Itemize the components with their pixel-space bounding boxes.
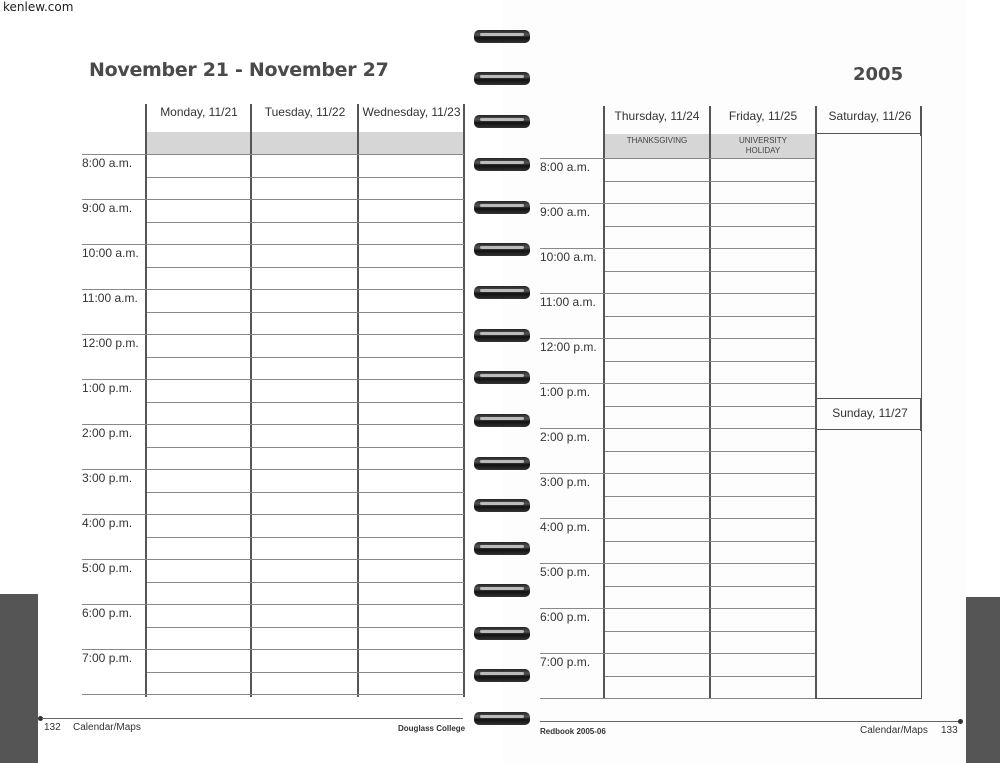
time-label: 9:00 a.m. <box>540 205 591 219</box>
footer-dot <box>958 719 963 724</box>
event-thanksgiving: THANKSGIVING <box>626 136 688 145</box>
time-label: 10:00 a.m. <box>540 250 597 264</box>
left-grid-line <box>463 104 465 697</box>
left-event-band <box>147 132 464 154</box>
year-label: 2005 <box>853 64 904 85</box>
spiral-ring <box>474 28 530 46</box>
spiral-ring <box>474 199 530 217</box>
hour-line <box>82 289 464 290</box>
time-label: 12:00 p.m. <box>82 336 139 350</box>
hour-line <box>605 361 815 362</box>
day-header-friday: Friday, 11/25 <box>728 109 798 123</box>
time-label: 9:00 a.m. <box>82 201 133 215</box>
hour-line <box>147 357 464 358</box>
hour-line <box>540 203 815 204</box>
left-publisher: Douglass College <box>398 724 466 733</box>
hour-line <box>147 672 464 673</box>
time-label: 11:00 a.m. <box>82 291 138 305</box>
right-page-number: 133 <box>941 725 958 736</box>
left-grid-line <box>250 104 252 697</box>
hour-line <box>147 537 464 538</box>
spiral-ring <box>474 667 530 685</box>
left-section-label: Calendar/Maps <box>73 722 141 733</box>
time-label: 4:00 p.m. <box>82 516 133 530</box>
day-header-saturday: Saturday, 11/26 <box>828 109 912 123</box>
hour-line <box>147 177 464 178</box>
time-label: 2:00 p.m. <box>540 430 591 444</box>
hour-line <box>540 338 815 339</box>
spiral-ring <box>474 455 530 473</box>
spiral-ring <box>474 369 530 387</box>
event-university-holiday-line1: UNIVERSITY <box>738 136 787 145</box>
time-label: 1:00 p.m. <box>540 385 591 399</box>
spiral-ring <box>474 582 530 600</box>
left-grid-line <box>357 104 359 697</box>
week-title: November 21 - November 27 <box>89 59 389 81</box>
right-grid-line <box>709 106 711 699</box>
hour-line <box>605 631 815 632</box>
time-label: 6:00 p.m. <box>540 610 591 624</box>
hour-line <box>605 451 815 452</box>
right-grid-line <box>603 106 605 699</box>
spiral-ring <box>474 70 530 88</box>
hour-line <box>605 271 815 272</box>
saturday-box <box>816 133 922 399</box>
hour-line <box>540 653 815 654</box>
spiral-ring <box>474 497 530 515</box>
hour-line <box>605 676 815 677</box>
day-header-tuesday: Tuesday, 11/22 <box>264 105 346 119</box>
hour-line <box>540 428 815 429</box>
hour-line <box>605 541 815 542</box>
spiral-ring <box>474 284 530 302</box>
sunday-header-edge <box>920 398 922 431</box>
hour-line <box>540 608 815 609</box>
spiral-ring <box>474 710 530 728</box>
hour-line <box>82 604 464 605</box>
day-header-sunday: Sunday, 11/27 <box>832 406 908 420</box>
hour-line <box>147 447 464 448</box>
hour-line <box>147 222 464 223</box>
hour-line <box>540 473 815 474</box>
footer-rule <box>540 721 959 722</box>
hour-line <box>540 158 815 159</box>
spiral-ring <box>474 241 530 259</box>
time-label: 5:00 p.m. <box>540 565 591 579</box>
hour-line <box>82 334 464 335</box>
time-label: 7:00 p.m. <box>540 655 591 669</box>
right-page-edge <box>966 597 1000 763</box>
hour-line <box>147 312 464 313</box>
hour-line <box>82 649 464 650</box>
time-label: 11:00 a.m. <box>540 295 596 309</box>
hour-line <box>540 518 815 519</box>
hour-line <box>82 514 464 515</box>
hour-line <box>147 402 464 403</box>
time-label: 5:00 p.m. <box>82 561 133 575</box>
hour-line <box>605 586 815 587</box>
left-page-edge <box>0 594 38 763</box>
hour-line <box>605 496 815 497</box>
spiral-ring <box>474 540 530 558</box>
hour-line <box>82 199 464 200</box>
right-section-label: Calendar/Maps <box>860 725 928 736</box>
hour-line <box>605 226 815 227</box>
hour-line <box>82 154 464 155</box>
day-header-monday: Monday, 11/21 <box>160 105 238 119</box>
time-label: 6:00 p.m. <box>82 606 133 620</box>
spiral-ring <box>474 327 530 345</box>
hour-line <box>540 248 815 249</box>
hour-line <box>540 698 815 699</box>
hour-line <box>540 563 815 564</box>
time-label: 3:00 p.m. <box>540 475 591 489</box>
time-label: 10:00 a.m. <box>82 246 139 260</box>
spiral-ring <box>474 625 530 643</box>
hour-line <box>147 267 464 268</box>
day-header-thursday: Thursday, 11/24 <box>614 109 700 123</box>
hour-line <box>82 694 464 695</box>
hour-line <box>540 293 815 294</box>
event-university-holiday-line2: HOLIDAY <box>745 146 781 155</box>
footer-rule <box>42 718 463 719</box>
spiral-ring <box>474 412 530 430</box>
left-grid-line <box>145 104 147 697</box>
hour-line <box>147 492 464 493</box>
hour-line <box>147 582 464 583</box>
time-label: 8:00 a.m. <box>540 160 591 174</box>
hour-line <box>82 424 464 425</box>
hour-line <box>82 244 464 245</box>
saturday-header-edge <box>920 106 922 136</box>
time-label: 2:00 p.m. <box>82 426 133 440</box>
hour-line <box>540 383 815 384</box>
time-label: 7:00 p.m. <box>82 651 133 665</box>
hour-line <box>82 559 464 560</box>
spiral-ring <box>474 156 530 174</box>
right-publisher: Redbook 2005-06 <box>540 727 606 736</box>
sunday-box <box>816 429 922 699</box>
hour-line <box>605 406 815 407</box>
hour-line <box>147 627 464 628</box>
hour-line <box>605 316 815 317</box>
spiral-ring <box>474 113 530 131</box>
day-header-wednesday: Wednesday, 11/23 <box>362 105 461 119</box>
time-label: 12:00 p.m. <box>540 340 597 354</box>
hour-line <box>82 469 464 470</box>
time-label: 1:00 p.m. <box>82 381 133 395</box>
hour-line <box>605 181 815 182</box>
watermark: kenlew.com <box>3 0 74 14</box>
hour-line <box>82 379 464 380</box>
time-label: 4:00 p.m. <box>540 520 591 534</box>
time-label: 8:00 a.m. <box>82 156 133 170</box>
left-page-number: 132 <box>44 722 61 733</box>
time-label: 3:00 p.m. <box>82 471 133 485</box>
